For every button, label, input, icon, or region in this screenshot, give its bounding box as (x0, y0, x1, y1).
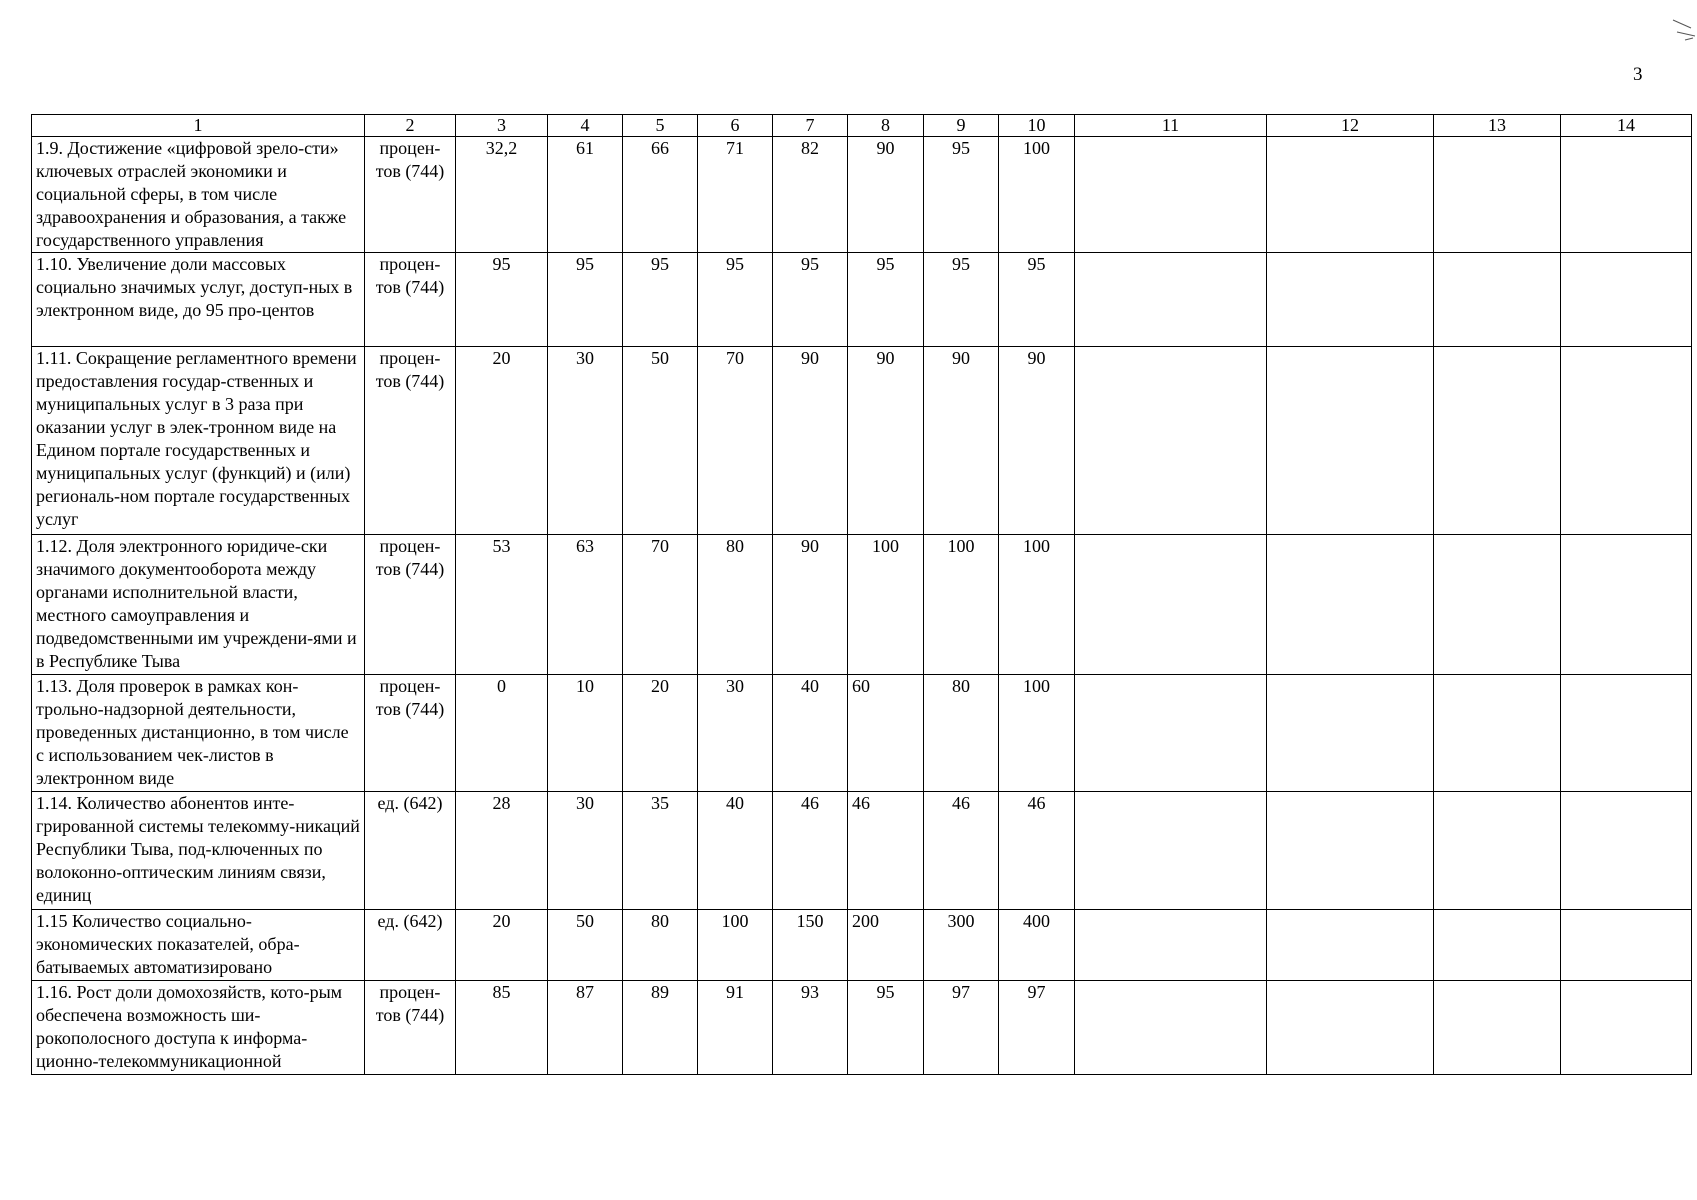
value-cell: 300 (924, 910, 999, 981)
column-header: 3 (456, 115, 548, 137)
column-header: 12 (1267, 115, 1434, 137)
value-cell: 95 (548, 253, 623, 347)
table-row (32, 137, 1692, 253)
empty-cell (1434, 535, 1561, 675)
column-header: 8 (848, 115, 924, 137)
value-cell: 80 (623, 910, 698, 981)
value-cell: 90 (924, 347, 999, 535)
value-cell: 20 (456, 347, 548, 535)
column-header: 9 (924, 115, 999, 137)
unit-cell: процен-тов (744) (365, 253, 456, 347)
unit-cell: ед. (642) (365, 910, 456, 981)
empty-cell (1267, 675, 1434, 792)
empty-cell (1075, 981, 1267, 1075)
empty-cell (1434, 253, 1561, 347)
value-cell: 97 (999, 981, 1075, 1075)
indicators-table (31, 114, 1692, 1075)
value-cell: 95 (999, 253, 1075, 347)
value-cell: 85 (456, 981, 548, 1075)
value-cell: 61 (548, 137, 623, 253)
indicator-name: 1.10. Увеличение доли массовых социально значимых услуг, доступ-ных в электронном виде, до 95 про-центов (32, 253, 365, 347)
empty-cell (1434, 792, 1561, 910)
table-row (32, 910, 1692, 981)
value-cell: 95 (848, 253, 924, 347)
empty-cell (1267, 253, 1434, 347)
empty-cell (1561, 981, 1692, 1075)
column-header: 7 (773, 115, 848, 137)
value-cell: 20 (456, 910, 548, 981)
table-row (32, 792, 1692, 910)
indicator-name: 1.9. Достижение «цифровой зрело-сти» ключевых отраслей экономики и социальной сферы, в том числе здравоохранения и образования, а также государственного управления (32, 137, 365, 253)
value-cell: 100 (999, 137, 1075, 253)
indicator-name: 1.16. Рост доли домохозяйств, кото-рым обеспечена возможность ши-рокополосного доступа к информа-ционно-телекоммуникационной (32, 981, 365, 1075)
unit-cell: процен-тов (744) (365, 137, 456, 253)
value-cell: 71 (698, 137, 773, 253)
table-row (32, 981, 1692, 1075)
value-cell: 100 (999, 675, 1075, 792)
value-cell: 95 (773, 253, 848, 347)
empty-cell (1075, 910, 1267, 981)
empty-cell (1561, 910, 1692, 981)
empty-cell (1434, 981, 1561, 1075)
table-row (32, 253, 1692, 347)
value-cell: 28 (456, 792, 548, 910)
empty-cell (1075, 137, 1267, 253)
unit-cell: ед. (642) (365, 792, 456, 910)
value-cell: 30 (548, 347, 623, 535)
value-cell: 95 (698, 253, 773, 347)
value-cell: 100 (924, 535, 999, 675)
value-cell: 35 (623, 792, 698, 910)
table-row (32, 675, 1692, 792)
empty-cell (1561, 253, 1692, 347)
value-cell: 93 (773, 981, 848, 1075)
empty-cell (1267, 981, 1434, 1075)
value-cell: 95 (924, 137, 999, 253)
empty-cell (1267, 792, 1434, 910)
value-cell: 90 (773, 347, 848, 535)
unit-cell: процен-тов (744) (365, 675, 456, 792)
column-header: 5 (623, 115, 698, 137)
unit-cell: процен-тов (744) (365, 535, 456, 675)
empty-cell (1075, 792, 1267, 910)
column-header: 10 (999, 115, 1075, 137)
column-header: 14 (1561, 115, 1692, 137)
value-cell: 95 (924, 253, 999, 347)
value-cell: 46 (999, 792, 1075, 910)
empty-cell (1561, 137, 1692, 253)
empty-cell (1075, 253, 1267, 347)
empty-cell (1561, 535, 1692, 675)
table-row (32, 347, 1692, 535)
value-cell: 40 (698, 792, 773, 910)
value-cell: 150 (773, 910, 848, 981)
empty-cell (1434, 347, 1561, 535)
empty-cell (1434, 910, 1561, 981)
value-cell: 46 (848, 792, 924, 910)
value-cell: 82 (773, 137, 848, 253)
value-cell: 80 (698, 535, 773, 675)
value-cell: 87 (548, 981, 623, 1075)
column-header: 11 (1075, 115, 1267, 137)
column-header: 2 (365, 115, 456, 137)
value-cell: 40 (773, 675, 848, 792)
value-cell: 97 (924, 981, 999, 1075)
value-cell: 90 (773, 535, 848, 675)
unit-cell: процен-тов (744) (365, 981, 456, 1075)
value-cell: 50 (548, 910, 623, 981)
column-header: 6 (698, 115, 773, 137)
value-cell: 0 (456, 675, 548, 792)
value-cell: 66 (623, 137, 698, 253)
empty-cell (1075, 535, 1267, 675)
value-cell: 30 (548, 792, 623, 910)
value-cell: 91 (698, 981, 773, 1075)
empty-cell (1075, 675, 1267, 792)
value-cell: 95 (623, 253, 698, 347)
value-cell: 10 (548, 675, 623, 792)
value-cell: 70 (623, 535, 698, 675)
column-header: 4 (548, 115, 623, 137)
empty-cell (1561, 792, 1692, 910)
indicator-name: 1.15 Количество социально-экономических показателей, обра-батываемых автоматизировано (32, 910, 365, 981)
value-cell: 46 (773, 792, 848, 910)
empty-cell (1075, 347, 1267, 535)
value-cell: 63 (548, 535, 623, 675)
empty-cell (1267, 137, 1434, 253)
value-cell: 400 (999, 910, 1075, 981)
empty-cell (1434, 675, 1561, 792)
empty-cell (1267, 347, 1434, 535)
indicator-name: 1.11. Сокращение регламентного времени предоставления государ-ственных и муниципальных услуг в 3 раза при оказании услуг в элек-тронном виде на Едином портале государственных и муниципальных услуг (функций) и (или) региональ-ном портале государственных услуг (32, 347, 365, 535)
value-cell: 46 (924, 792, 999, 910)
value-cell: 90 (848, 347, 924, 535)
empty-cell (1267, 535, 1434, 675)
value-cell: 50 (623, 347, 698, 535)
value-cell: 100 (999, 535, 1075, 675)
value-cell: 30 (698, 675, 773, 792)
column-header: 13 (1434, 115, 1561, 137)
value-cell: 20 (623, 675, 698, 792)
indicator-name: 1.13. Доля проверок в рамках кон-трольно-надзорной деятельности, проведенных дистанционно, в том числе с использованием чек-листов в электронном виде (32, 675, 365, 792)
page-number: 3 (1633, 64, 1643, 85)
value-cell: 100 (848, 535, 924, 675)
value-cell: 80 (924, 675, 999, 792)
unit-cell: процен-тов (744) (365, 347, 456, 535)
empty-cell (1434, 137, 1561, 253)
empty-cell (1561, 347, 1692, 535)
empty-cell (1561, 675, 1692, 792)
column-header: 1 (32, 115, 365, 137)
value-cell: 95 (848, 981, 924, 1075)
scan-mark (1671, 14, 1697, 44)
indicator-name: 1.12. Доля электронного юридиче-ски значимого документооборота между органами исполнительной власти, местного самоуправления и подведомственными им учреждени-ями и в Республике Тыва (32, 535, 365, 675)
table-row (32, 535, 1692, 675)
value-cell: 90 (848, 137, 924, 253)
value-cell: 89 (623, 981, 698, 1075)
header-row (32, 115, 1692, 137)
indicator-name: 1.14. Количество абонентов инте-грированной системы телекомму-никаций Республики Тыва, под-ключенных по волоконно-оптическим линиям связи, единиц (32, 792, 365, 910)
value-cell: 53 (456, 535, 548, 675)
empty-cell (1267, 910, 1434, 981)
value-cell: 70 (698, 347, 773, 535)
value-cell: 90 (999, 347, 1075, 535)
value-cell: 95 (456, 253, 548, 347)
value-cell: 32,2 (456, 137, 548, 253)
value-cell: 60 (848, 675, 924, 792)
value-cell: 200 (848, 910, 924, 981)
value-cell: 100 (698, 910, 773, 981)
